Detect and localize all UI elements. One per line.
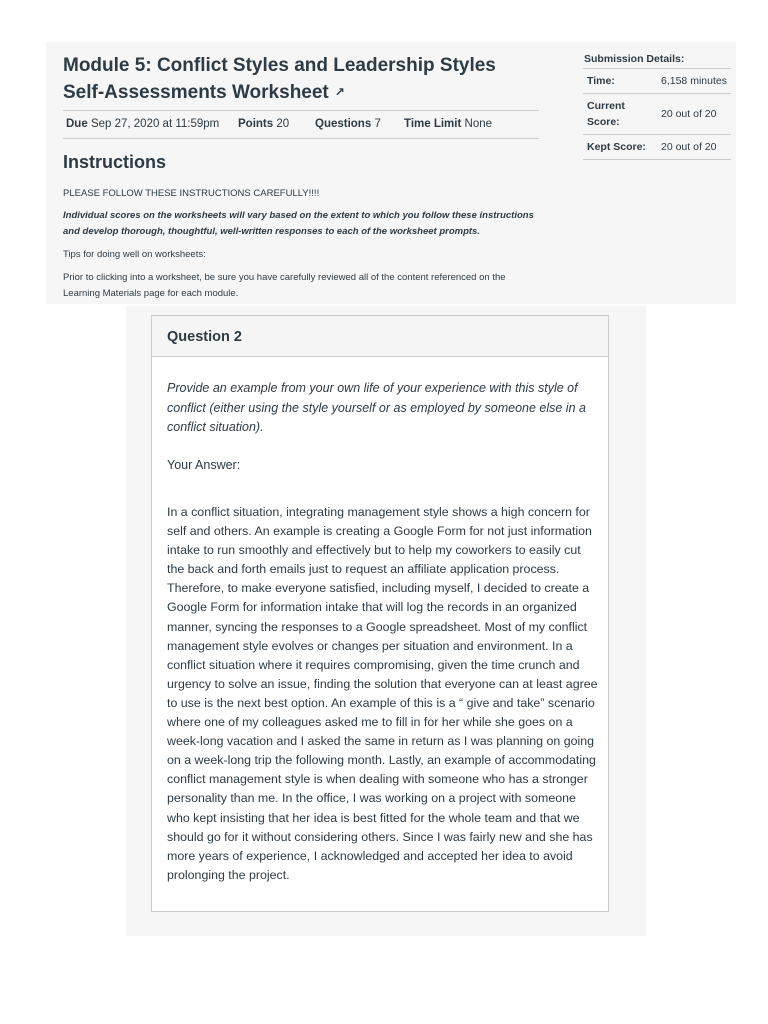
due-label: Due [66, 118, 88, 130]
time-limit-label: Time Limit [404, 118, 462, 130]
submission-details-table [583, 68, 731, 160]
divider [63, 138, 539, 139]
submission-row-kept-score [583, 135, 731, 160]
submission-value: 20 out of 20 [657, 94, 731, 135]
time-limit-value: None [464, 118, 493, 130]
answer-text: In a conflict situation, integrating management style shows a high concern for self and others. An example is creating a Google Form for not just information intake to run smoothly and effectively but to help my coworkers to easily cut the back and forth emails just to request an affiliate application process. Therefore, to make everyone satisfied, including myself, I decided to create a Google Form for information intake that will log the records in an organized manner, syncing the responses to a Google spreadsheet. Most of my conflict management style evolves or changes per situation and environment. In a conflict situation where it requires compromising, given the time crunch and urgency to solve an issue, finding the solution that everyone can at least agree to use is the next best option. An example of this is a “ give and take” scenario where one of my colleagues asked me to fill in for her while she goes on a week-long vacation and I asked the same in return as I was planning on going on a week-long trip the following month. Lastly, an example of accommodating conflict management style is when dealing with someone who has a stronger personality than me. In the office, I was working on a project with someone who kept insisting that her idea is best fitted for the whole team and that we should go for it without considering others. Since I was fairly new and she has more years of experience, I acknowledged and accepted her idea to avoid prolonging the project. [167, 505, 598, 882]
submission-value: 6,158 minutes [657, 69, 731, 94]
question-card [151, 315, 609, 912]
questions-label: Questions [315, 118, 372, 130]
submission-label: Kept Score: [583, 135, 657, 160]
questions-value: 7 [374, 118, 381, 130]
submission-row-current-score [583, 94, 731, 135]
your-answer-label: Your Answer: [167, 458, 241, 472]
submission-row-time [583, 69, 731, 94]
instructions-line: Tips for doing well on worksheets: [63, 249, 206, 260]
question-title: Question 2 [152, 316, 608, 357]
publish-icon: ↗ [334, 85, 345, 99]
submission-label: Time: [583, 69, 657, 94]
page-title-text: Module 5: Conflict Styles and Leadership Styles Self-Assessments Worksheet [63, 55, 496, 103]
submission-details-heading: Submission Details: [584, 53, 685, 65]
page-title [63, 52, 533, 106]
instructions-line: PLEASE FOLLOW THESE INSTRUCTIONS CAREFULLY!!!! [63, 188, 320, 199]
instructions-line: Prior to clicking into a worksheet, be sure you have carefully reviewed all of the content referenced on the Learning Materials page for each module. [63, 272, 506, 299]
submission-label: Current Score: [583, 94, 657, 135]
due-value: Sep 27, 2020 at 11:59pm [90, 118, 220, 130]
points-value: 20 [276, 118, 290, 130]
instructions-line: Individual scores on the worksheets will vary based on the extent to which you follow these instructions and develop thorough, thoughtful, well-written responses to each of the worksheet prompts. [63, 210, 534, 237]
submission-value: 20 out of 20 [657, 135, 731, 160]
points-label: Points [238, 118, 274, 130]
divider [63, 110, 539, 111]
question-prompt: Provide an example from your own life of your experience with this style of conflict (either using the style yourself or as employed by someone else in a conflict situation). [167, 381, 586, 434]
instructions-heading: Instructions [63, 152, 167, 172]
